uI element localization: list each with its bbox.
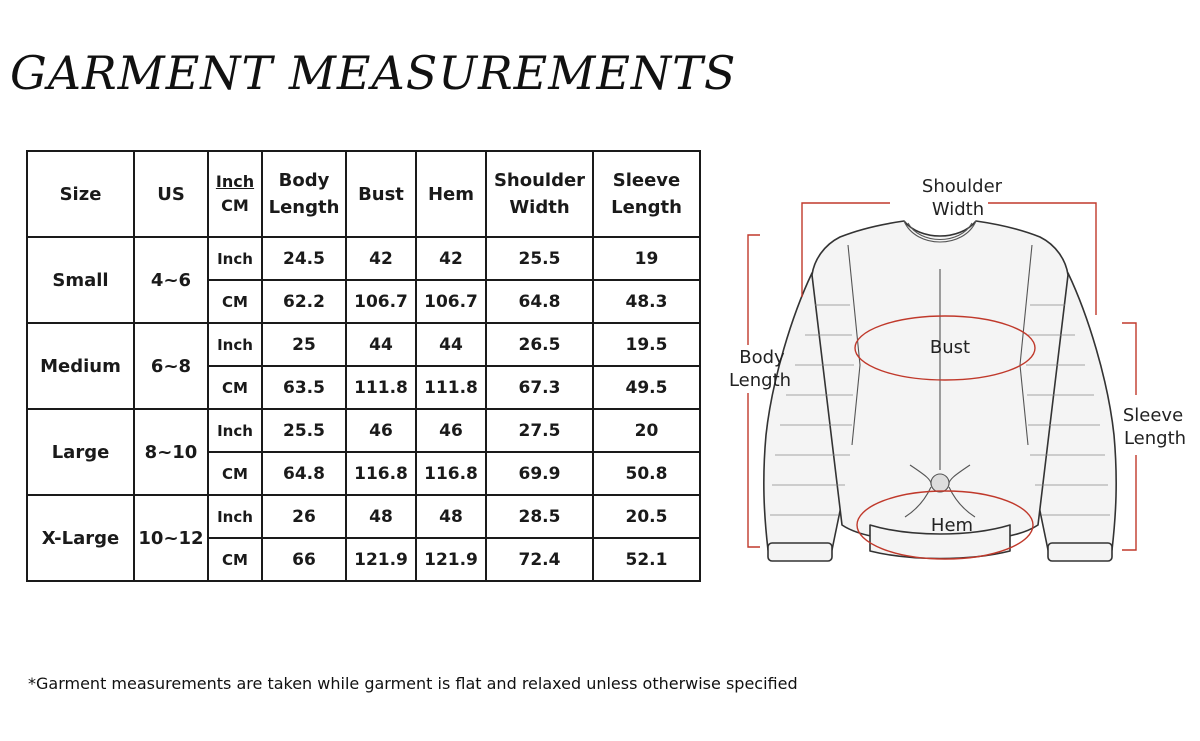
size-cell: X-Large	[27, 495, 134, 581]
body-length-cell: 24.5	[262, 237, 346, 280]
shoulder-width-cell: 26.5	[486, 323, 593, 366]
bust-cell: 46	[346, 409, 416, 452]
shoulder-width-label-line1: Shoulder	[921, 176, 1003, 197]
header-sleeve-length-line1: Sleeve	[612, 170, 681, 191]
front-knot	[931, 474, 949, 492]
bust-cell: 42	[346, 237, 416, 280]
header-shoulder-width	[486, 151, 593, 237]
hem-cell: 44	[416, 323, 486, 366]
bust-label: Bust	[929, 337, 971, 358]
hem-label: Hem	[930, 515, 974, 536]
sleeve-length-cell: 52.1	[593, 538, 700, 581]
sleeve-length-cell: 49.5	[593, 366, 700, 409]
sleeve-length-cell: 19	[593, 237, 700, 280]
sleeve-length-label-line1: Sleeve	[1122, 405, 1184, 426]
hem-cell: 46	[416, 409, 486, 452]
sleeve-length-cell: 20.5	[593, 495, 700, 538]
hem-cell: 111.8	[416, 366, 486, 409]
bust-cell: 48	[346, 495, 416, 538]
sleeve-length-label-line2: Length	[1123, 428, 1187, 449]
unit-cell: Inch	[208, 495, 262, 538]
sleeve-length-cell: 19.5	[593, 323, 700, 366]
table-row	[27, 409, 700, 452]
size-chart-table	[26, 150, 701, 582]
table-row	[27, 323, 700, 366]
header-sleeve-length	[593, 151, 700, 237]
bust-cell: 121.9	[346, 538, 416, 581]
bust-cell: 44	[346, 323, 416, 366]
body-length-guide	[748, 235, 760, 547]
hem-cell: 48	[416, 495, 486, 538]
body-length-cell: 25.5	[262, 409, 346, 452]
shoulder-width-cell: 25.5	[486, 237, 593, 280]
sleeve-length-cell: 20	[593, 409, 700, 452]
body-length-cell: 26	[262, 495, 346, 538]
page-title: GARMENT MEASUREMENTS	[10, 46, 737, 100]
shoulder-width-cell: 67.3	[486, 366, 593, 409]
body-length-cell: 64.8	[262, 452, 346, 495]
left-cuff	[768, 543, 832, 561]
sleeve-length-cell: 50.8	[593, 452, 700, 495]
unit-cell: CM	[208, 280, 262, 323]
header-unit-inch: Inch	[215, 172, 255, 191]
header-hem: Hem	[416, 151, 486, 237]
shoulder-width-cell: 69.9	[486, 452, 593, 495]
body-length-cell: 63.5	[262, 366, 346, 409]
header-body-length-line1: Body	[278, 170, 330, 191]
table-header-row	[27, 151, 700, 237]
shoulder-width-cell: 64.8	[486, 280, 593, 323]
hem-cell: 106.7	[416, 280, 486, 323]
us-size-cell: 8~10	[134, 409, 208, 495]
unit-cell: Inch	[208, 237, 262, 280]
hem-cell: 121.9	[416, 538, 486, 581]
body-length-label-line1: Body	[739, 347, 785, 368]
garment-diagram	[720, 165, 1195, 585]
header-us: US	[134, 151, 208, 237]
bust-cell: 111.8	[346, 366, 416, 409]
header-body-length-line2: Length	[268, 197, 340, 218]
body-length-cell: 25	[262, 323, 346, 366]
unit-cell: CM	[208, 538, 262, 581]
bust-cell: 106.7	[346, 280, 416, 323]
shoulder-width-cell: 27.5	[486, 409, 593, 452]
header-unit-cm: CM	[221, 196, 249, 215]
size-cell: Large	[27, 409, 134, 495]
header-size: Size	[27, 151, 134, 237]
table-row	[27, 495, 700, 538]
us-size-cell: 10~12	[134, 495, 208, 581]
body-length-label-line2: Length	[728, 370, 792, 391]
size-cell: Medium	[27, 323, 134, 409]
header-body-length	[262, 151, 346, 237]
table-row	[27, 237, 700, 280]
unit-cell: Inch	[208, 323, 262, 366]
header-shoulder-width-line1: Shoulder	[493, 170, 586, 191]
unit-cell: CM	[208, 452, 262, 495]
bust-cell: 116.8	[346, 452, 416, 495]
shoulder-width-cell: 72.4	[486, 538, 593, 581]
right-cuff	[1048, 543, 1112, 561]
us-size-cell: 4~6	[134, 237, 208, 323]
shoulder-width-cell: 28.5	[486, 495, 593, 538]
sleeve-length-cell: 48.3	[593, 280, 700, 323]
header-unit	[208, 151, 262, 237]
us-size-cell: 6~8	[134, 323, 208, 409]
hem-cell: 116.8	[416, 452, 486, 495]
shoulder-width-label-line2: Width	[931, 199, 985, 220]
header-bust: Bust	[346, 151, 416, 237]
unit-cell: CM	[208, 366, 262, 409]
header-shoulder-width-line2: Width	[509, 197, 570, 218]
footnote: *Garment measurements are taken while garment is flat and relaxed unless otherwise specified	[28, 674, 798, 693]
body-length-cell: 62.2	[262, 280, 346, 323]
header-sleeve-length-line2: Length	[611, 197, 682, 218]
size-cell: Small	[27, 237, 134, 323]
unit-cell: Inch	[208, 409, 262, 452]
body-length-cell: 66	[262, 538, 346, 581]
hem-cell: 42	[416, 237, 486, 280]
